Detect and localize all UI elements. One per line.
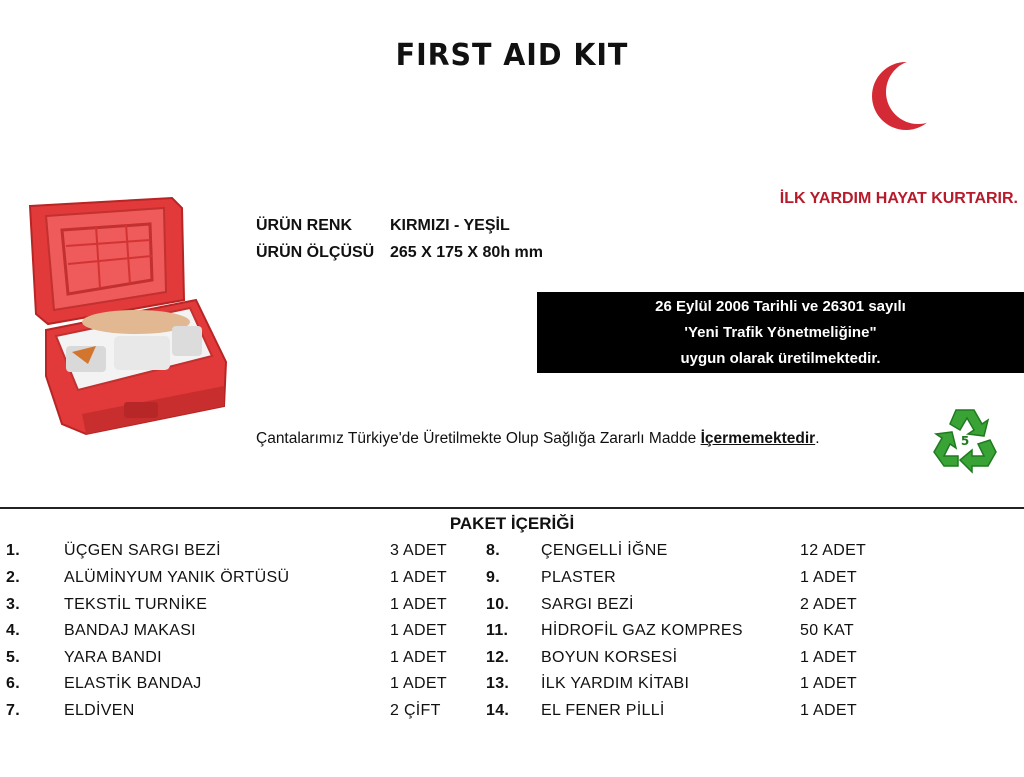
item-name: YARA BANDI bbox=[64, 649, 162, 666]
item-qty: 12 ADET bbox=[800, 542, 867, 559]
page-title: FIRST AID KIT bbox=[395, 38, 629, 73]
item-name: SARGI BEZİ bbox=[541, 596, 634, 613]
spec-value: KIRMIZI - YEŞİL bbox=[390, 217, 510, 234]
item-name: ALÜMİNYUM YANIK ÖRTÜSÜ bbox=[64, 569, 290, 586]
spec-label: ÜRÜN ÖLÇÜSÜ bbox=[256, 244, 375, 261]
item-name: ELASTİK BANDAJ bbox=[64, 675, 202, 692]
item-name: TEKSTİL TURNİKE bbox=[64, 596, 208, 613]
red-crescent-logo bbox=[866, 62, 942, 134]
first-aid-kit-image bbox=[26, 196, 230, 436]
regulation-line: 26 Eylül 2006 Tarihli ve 26301 sayılı bbox=[655, 297, 906, 315]
item-name: ELDİVEN bbox=[64, 702, 135, 719]
item-number: 11. bbox=[486, 622, 509, 639]
notice-emphasis: İçermemektedir bbox=[700, 430, 816, 447]
item-qty: 2 ÇİFT bbox=[390, 702, 441, 719]
item-number: 4. bbox=[6, 622, 20, 639]
item-qty: 1 ADET bbox=[390, 569, 447, 586]
divider bbox=[0, 507, 1024, 509]
item-number: 3. bbox=[6, 596, 20, 613]
spec-label: ÜRÜN RENK bbox=[256, 217, 352, 234]
item-name: HİDROFİL GAZ KOMPRES bbox=[541, 622, 743, 639]
regulation-line: 'Yeni Trafik Yönetmeliğine" bbox=[684, 323, 877, 341]
item-name: PLASTER bbox=[541, 569, 617, 586]
item-number: 7. bbox=[6, 702, 20, 719]
item-name: ÜÇGEN SARGI BEZİ bbox=[64, 542, 221, 559]
item-number: 1. bbox=[6, 542, 20, 559]
spec-value: 265 X 175 X 80h mm bbox=[390, 244, 543, 261]
item-qty: 1 ADET bbox=[800, 702, 857, 719]
item-name: BOYUN KORSESİ bbox=[541, 649, 678, 666]
item-number: 8. bbox=[486, 542, 500, 559]
item-number: 2. bbox=[6, 569, 20, 586]
item-qty: 1 ADET bbox=[390, 596, 447, 613]
item-name: ÇENGELLİ İĞNE bbox=[541, 542, 668, 559]
item-name: İLK YARDIM KİTABI bbox=[541, 675, 690, 692]
recycle-number: 5 bbox=[960, 434, 970, 448]
item-qty: 50 KAT bbox=[800, 622, 854, 639]
notice-text bbox=[256, 430, 820, 448]
item-qty: 2 ADET bbox=[800, 596, 857, 613]
item-number: 12. bbox=[486, 649, 510, 666]
regulation-box bbox=[537, 292, 1024, 373]
item-qty: 1 ADET bbox=[390, 675, 447, 692]
item-number: 14. bbox=[486, 702, 510, 719]
notice-end: . bbox=[815, 430, 820, 447]
item-name: EL FENER PİLLİ bbox=[541, 702, 665, 719]
package-title: PAKET İÇERİĞİ bbox=[449, 514, 575, 533]
item-qty: 1 ADET bbox=[800, 649, 857, 666]
item-number: 6. bbox=[6, 675, 20, 692]
item-qty: 1 ADET bbox=[800, 675, 857, 692]
regulation-line: uygun olarak üretilmektedir. bbox=[680, 349, 881, 367]
item-number: 13. bbox=[486, 675, 510, 692]
recycle-icon bbox=[930, 404, 1000, 474]
item-qty: 1 ADET bbox=[390, 622, 447, 639]
item-name: BANDAJ MAKASI bbox=[64, 622, 196, 639]
slogan: İLK YARDIM HAYAT KURTARIR. bbox=[779, 190, 1018, 207]
notice-body: Çantalarımız Türkiye'de Üretilmekte Olup Sağlığa Zararlı Madde bbox=[256, 430, 701, 447]
item-number: 9. bbox=[486, 569, 500, 586]
item-number: 10. bbox=[486, 596, 510, 613]
item-qty: 1 ADET bbox=[390, 649, 447, 666]
item-number: 5. bbox=[6, 649, 20, 666]
item-qty: 3 ADET bbox=[390, 542, 447, 559]
item-qty: 1 ADET bbox=[800, 569, 857, 586]
